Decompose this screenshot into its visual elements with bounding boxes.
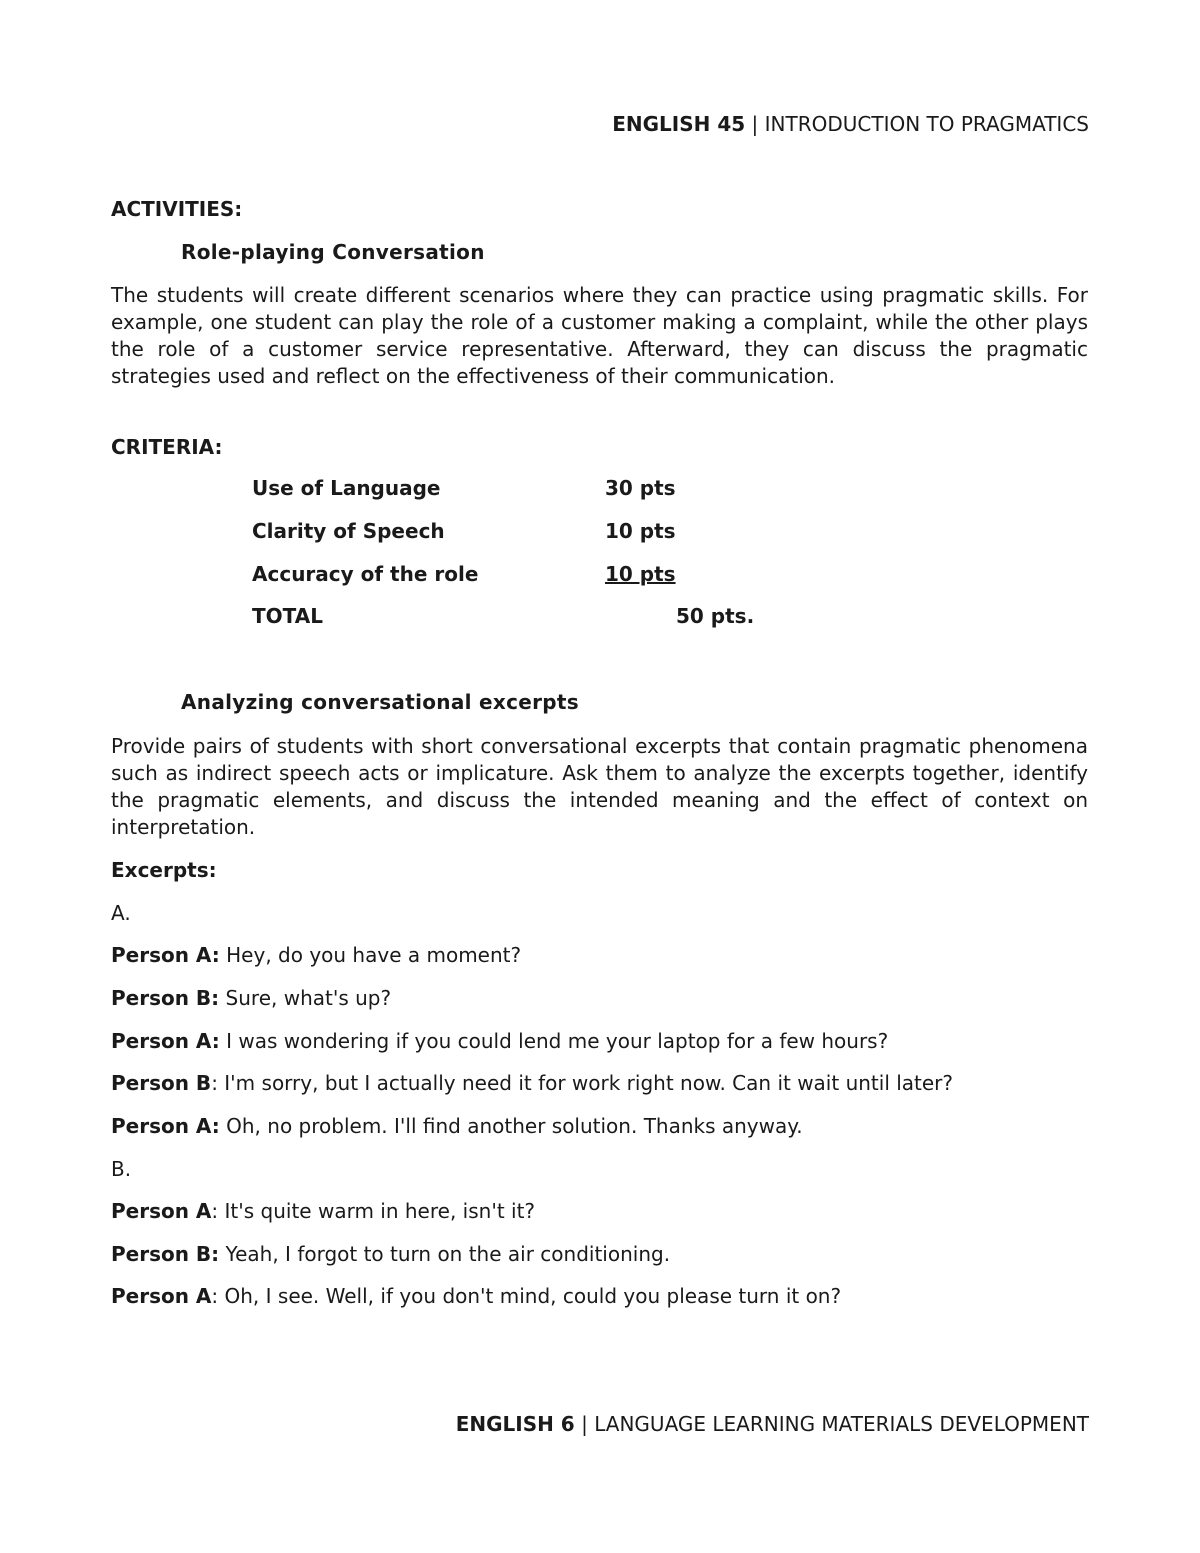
dialogue-line (111, 1113, 803, 1140)
speaker-name: Person A: (111, 1029, 220, 1053)
dialogue-text: Sure, what's up? (219, 986, 392, 1010)
excerpts-heading: Excerpts: (111, 858, 217, 882)
criteria-heading: CRITERIA: (111, 435, 223, 459)
speaker-name: Person B: (111, 986, 220, 1010)
dialogue-line (111, 1198, 535, 1225)
dialogue-text: : I'm sorry, but I actually need it for work right now. Can it wait until later? (211, 1071, 954, 1095)
page-header (612, 112, 1089, 136)
dialogue-line (111, 1241, 670, 1268)
excerpt-b-label: B. (111, 1157, 132, 1181)
footer-separator: | (581, 1412, 588, 1436)
criteria-points: 10 pts (605, 562, 676, 586)
header-course-title: INTRODUCTION TO PRAGMATICS (764, 112, 1089, 136)
section1-paragraph: The students will create different scenarios where they can practice using pragmatic skills. For example, one student can play the role of a customer making a complaint, while the other plays the role of a customer service representative. Afterward, they can discuss the pragmatic strategies used and reflect on the effectiveness of their communication. (111, 283, 1088, 388)
speaker-name: Person B (111, 1071, 212, 1095)
header-course-code: ENGLISH 45 (612, 112, 746, 136)
dialogue-line (111, 1283, 841, 1310)
criteria-total-points: 50 pts. (676, 604, 755, 628)
criteria-points: 10 pts (605, 519, 676, 543)
speaker-name: Person A (111, 1284, 212, 1308)
criteria-label: Use of Language (252, 476, 441, 500)
section1-title: Role-playing Conversation (181, 240, 485, 264)
section2-title: Analyzing conversational excerpts (181, 690, 579, 714)
speaker-name: Person B: (111, 1242, 220, 1266)
dialogue-text: Hey, do you have a moment? (219, 943, 522, 967)
section2-paragraph: Provide pairs of students with short conversational excerpts that contain pragmatic phenomena such as indirect speech acts or implicature. Ask them to analyze the excerpts together, identify the pragmatic elements, and discuss the intended meaning and the effect of context on interpretation. (111, 734, 1088, 839)
criteria-label: Accuracy of the role (252, 562, 479, 586)
activities-heading: ACTIVITIES: (111, 197, 243, 221)
speaker-name: Person A (111, 1199, 212, 1223)
dialogue-line (111, 942, 521, 969)
header-separator: | (751, 112, 759, 136)
dialogue-text: I was wondering if you could lend me your laptop for a few hours? (219, 1029, 889, 1053)
footer-course-code: ENGLISH 6 (455, 1412, 575, 1436)
criteria-points: 30 pts (605, 476, 676, 500)
dialogue-line (111, 1070, 953, 1097)
excerpt-a-label: A. (111, 901, 131, 925)
dialogue-text: Yeah, I forgot to turn on the air conditioning. (219, 1242, 671, 1266)
speaker-name: Person A: (111, 943, 220, 967)
criteria-total-label: TOTAL (252, 604, 323, 628)
dialogue-text: : Oh, I see. Well, if you don't mind, could you please turn it on? (211, 1284, 842, 1308)
criteria-label: Clarity of Speech (252, 519, 445, 543)
dialogue-text: Oh, no problem. I'll find another solution. Thanks anyway. (219, 1114, 803, 1138)
dialogue-line (111, 1028, 888, 1055)
footer-course-title: LANGUAGE LEARNING MATERIALS DEVELOPMENT (594, 1412, 1089, 1436)
dialogue-text: : It's quite warm in here, isn't it? (211, 1199, 536, 1223)
page-footer (456, 1412, 1089, 1436)
dialogue-line (111, 985, 391, 1012)
speaker-name: Person A: (111, 1114, 220, 1138)
